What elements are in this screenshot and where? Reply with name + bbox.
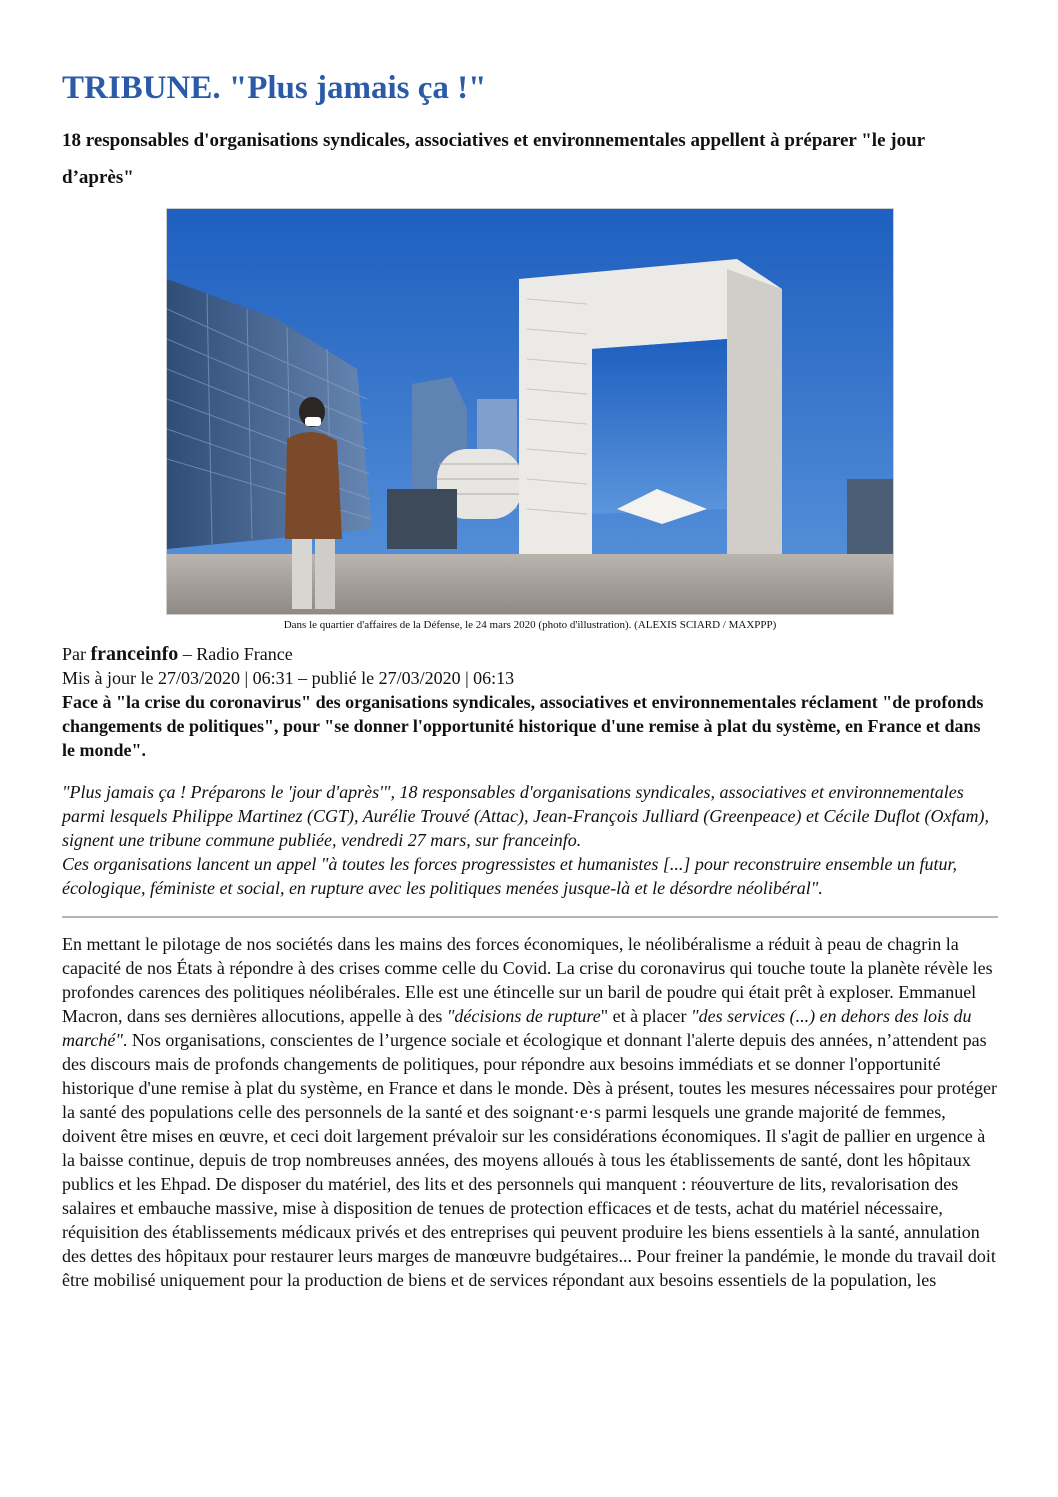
byline-prefix: Par [62, 644, 86, 665]
byline-brand[interactable]: franceinfo [90, 643, 179, 666]
article-subtitle: 18 responsables d'organisations syndicales, associatives et environnementales appellent à préparer "le jour d’après" [62, 129, 925, 188]
la-defense-photo [167, 209, 893, 614]
article-title: TRIBUNE. "Plus jamais ça !" [62, 70, 487, 106]
byline-suffix: – Radio France [182, 644, 293, 665]
body-quote-1: "décisions de rupture [446, 1006, 601, 1027]
article-page [62, 70, 998, 1292]
body-quote-2: "des services (...) en dehors des lois du marché" [62, 1006, 972, 1051]
article-lead: Face à "la crise du coronavirus" des organisations syndicales, associatives et environnementales réclament "de profonds changements de politiques", pour "se donner l'opportunité historique d'une remise à plat du système, en France et dans le monde". [62, 692, 984, 761]
body-text-part-1: En mettant le pilotage de nos sociétés dans les mains des forces économiques, le néolibéralisme a réduit à peau de chagrin la capacité de nos États à répondre à des crises comme celle du Covid. La crise du coronavirus qui touche toute la planète révèle les profondes carences des politiques néolibérales. Elle est une étincelle sur un baril de poudre qui était prêt à exploser. Emmanuel Macron, dans ses dernières allocutions, appelle à des [62, 934, 993, 1027]
body-paragraph [62, 932, 998, 1292]
article-dates: Mis à jour le 27/03/2020 | 06:31 – publié le 27/03/2020 | 06:13 [62, 668, 515, 689]
article-photo [166, 208, 894, 615]
body-text-part-3: . Nos organisations, conscientes de l’urgence sociale et écologique et donnant l'alerte depuis des années, n’attendent pas des discours mais de profonds changements de politiques, pour répondre aux besoins immédiats et se donner l'opportunité historique d'une remise à plat du système, en France et dans le monde. Dès à présent, toutes les mesures nécessaires pour protéger la santé des populations celle des personnels de la santé et des soignant·e·s parmi lesquels une grande majorité de femmes, doivent être mises en œuvre, et ceci doit largement prévaloir sur les considérations économiques. Il s'agit de pallier en urgence à la baisse continue, depuis de trop nombreuses années, des moyens alloués à tous les établissements de santé, dont les hôpitaux publics et les Ehpad. De disposer du matériel, des lits et des personnels qui manquent : réouverture de lits, revalorisation des salaires et embauche massive, mise à disposition de tenues de protection efficaces et de tests, achat du matériel nécessaire, réquisition des établissements médicaux privés et des entreprises qui peuvent produire les biens essentiels à la santé, annulation des dettes des hôpitaux pour restaurer leurs marges de manœuvre budgétaires... Pour freiner la pandémie, le monde du travail doit être mobilisé uniquement pour la production de biens et de services répondant aux besoins essentiels de la population, les [62, 1030, 997, 1291]
body-text-part-2: " et à placer [600, 1006, 692, 1027]
intro-paragraph-2: Ces organisations lancent un appel "à toutes les forces progressistes et humanistes [...] pour reconstruire ensemble un futur, écologique, féministe et social, en rupture avec les politiques menées jusque-là et le désordre néolibéral". [62, 854, 958, 899]
section-separator [62, 916, 998, 918]
intro-paragraph-1: "Plus jamais ça ! Préparons le 'jour d'après'", 18 responsables d'organisations syndicales, associatives et environnementales parmi lesquels Philippe Martinez (CGT), Aurélie Trouvé (Attac), Jean-François Julliard (Greenpeace) et Cécile Duflot (Oxfam), signent une tribune commune publiée, vendredi 27 mars, sur franceinfo. [62, 782, 989, 851]
photo-caption: Dans le quartier d'affaires de la Défense, le 24 mars 2020 (photo d'illustration). (ALEXIS SCIARD / MAXPPP) [283, 618, 777, 631]
byline [62, 642, 998, 666]
